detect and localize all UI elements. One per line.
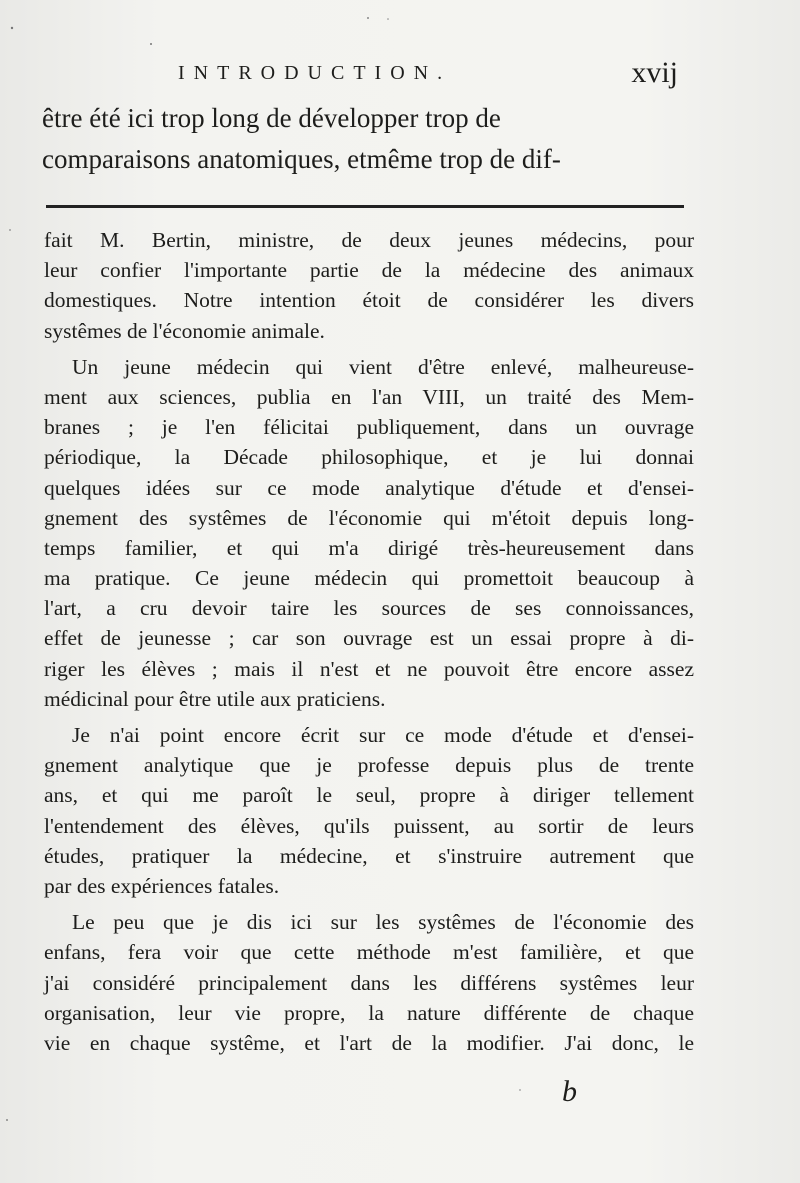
text-line: par des expériences fatales. bbox=[44, 873, 280, 898]
text-line: quelques idées sur ce mode analytique d'étude et d'ensei- bbox=[44, 475, 694, 500]
horizontal-rule bbox=[46, 205, 684, 208]
text-line: vie en chaque systême, et l'art de la modifier. J'ai donc, le bbox=[44, 1030, 694, 1055]
paragraph-start-line: Le peu que je dis ici sur les systêmes de l'économie des bbox=[72, 910, 694, 935]
running-title: INTRODUCTION. bbox=[178, 62, 452, 84]
page-number: xvij bbox=[631, 56, 678, 89]
body-text bbox=[44, 225, 694, 1058]
text-line: l'art, a cru devoir taire les sources de ses connoissances, bbox=[44, 596, 694, 621]
text-line: études, pratiquer la médecine, et s'instruire autrement que bbox=[44, 843, 694, 868]
text-line: l'entendement des élèves, qu'ils puissent, au sortir de leurs bbox=[44, 813, 694, 838]
text-line: temps familier, et qui m'a dirigé très-heureusement dans bbox=[44, 535, 694, 560]
text-line: fait M. Bertin, ministre, de deux jeunes médecins, pour bbox=[44, 228, 694, 252]
text-line: ma pratique. Ce jeune médecin qui promettoit beaucoup à bbox=[44, 566, 694, 591]
text-line: branes ; je l'en félicitai publiquement, dans un ouvrage bbox=[44, 415, 694, 440]
text-line: effet de jeunesse ; car son ouvrage est un essai propre à di- bbox=[44, 626, 694, 651]
text-line: enfans, fera voir que cette méthode m'est familière, et que bbox=[44, 940, 694, 965]
text-line: domestiques. Notre intention étoit de considérer les divers bbox=[44, 288, 694, 313]
upper-text-line: être été ici trop long de développer trop de bbox=[42, 103, 501, 133]
upper-text-line: comparaisons anatomiques, etmême trop de dif- bbox=[42, 144, 561, 174]
text-line: riger les élèves ; mais il n'est et ne pouvoit être encore assez bbox=[44, 656, 694, 681]
text-line: gnement des systêmes de l'économie qui m'étoit depuis long- bbox=[44, 505, 694, 530]
text-line: leur confier l'importante partie de la médecine des animaux bbox=[44, 258, 694, 283]
bleed-through-upper-text bbox=[42, 98, 692, 180]
text-line: organisation, leur vie propre, la nature différente de chaque bbox=[44, 1000, 694, 1025]
paragraph-start-line: Un jeune médecin qui vient d'être enlevé, malheureuse- bbox=[72, 354, 694, 379]
signature-mark: b bbox=[562, 1075, 577, 1108]
text-line: ment aux sciences, publia en l'an VIII, un traité des Mem- bbox=[44, 384, 694, 409]
text-line: gnement analytique que je professe depuis plus de trente bbox=[44, 753, 694, 778]
page-header bbox=[178, 56, 698, 92]
text-line: médicinal pour être utile aux praticiens. bbox=[44, 686, 386, 711]
text-line: périodique, la Décade philosophique, et je lui donnai bbox=[44, 445, 694, 470]
text-line: j'ai considéré principalement dans les différens systêmes leur bbox=[44, 970, 694, 995]
text-line: ans, et qui me paroît le seul, propre à diriger tellement bbox=[44, 783, 694, 808]
paragraph-start-line: Je n'ai point encore écrit sur ce mode d'étude et d'ensei- bbox=[72, 723, 694, 747]
text-line: systêmes de l'économie animale. bbox=[44, 318, 325, 343]
